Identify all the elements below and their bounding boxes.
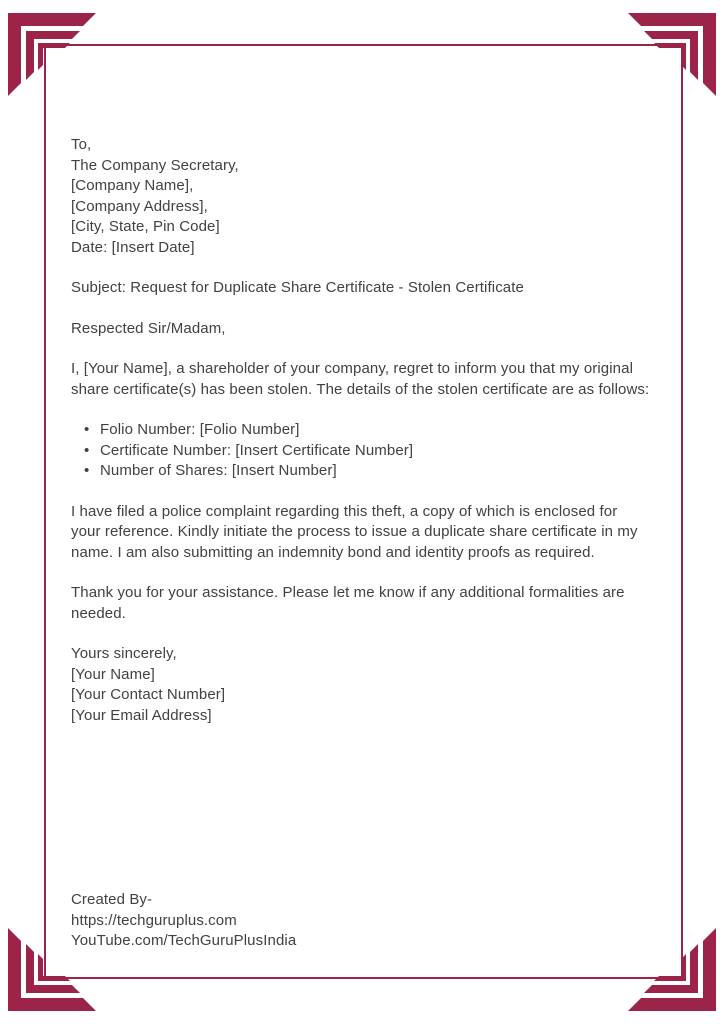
- date-line: Date: [Insert Date]: [71, 238, 195, 256]
- signature-name: [Your Name]: [71, 665, 155, 683]
- recipient-line: [Company Address],: [71, 197, 208, 215]
- paragraph-thanks: Thank you for your assistance. Please let me know if any additional formalities are needed.: [71, 584, 625, 622]
- signature-closing: Yours sincerely,: [71, 645, 177, 662]
- subject-line: Subject: Request for Duplicate Share Certificate - Stolen Certificate: [71, 279, 524, 296]
- detail-item-folio: • Folio Number: [Folio Number]: [71, 420, 651, 441]
- certificate-details-list: [71, 420, 651, 482]
- recipient-line: To,: [71, 136, 92, 153]
- recipient-line: [City, State, Pin Code]: [71, 218, 220, 235]
- paragraph-action: I have filed a police complaint regarding this theft, a copy of which is enclosed for your reference. Kindly initiate the process to issue a duplicate share certificate in my name. I am also submitting an indemnity bond and identity proofs as required.: [71, 502, 638, 561]
- footer-youtube-handle: YouTube.com/TechGuruPlusIndia: [71, 932, 297, 949]
- signature-contact: [Your Contact Number]: [71, 686, 226, 703]
- salutation: Respected Sir/Madam,: [71, 319, 226, 337]
- footer-site-url: https://techguruplus.com: [71, 911, 237, 929]
- signature-email: [Your Email Address]: [71, 706, 212, 724]
- letter-body: [71, 135, 651, 746]
- recipient-line: The Company Secretary,: [71, 156, 239, 174]
- detail-item-certificate-number: • Certificate Number: [Insert Certificate Number]: [71, 441, 651, 462]
- recipient-block: [71, 135, 651, 258]
- footer-created-by: Created By-: [71, 891, 153, 908]
- detail-item-shares: • Number of Shares: [Insert Number]: [71, 461, 651, 482]
- paragraph-intro: I, [Your Name], a shareholder of your company, regret to inform you that my original share certificate(s) has been stolen. The details of the stolen certificate are as follows:: [71, 360, 650, 398]
- recipient-line: [Company Name],: [71, 177, 194, 194]
- footer-credit-block: [71, 890, 296, 952]
- signature-block: [71, 644, 651, 726]
